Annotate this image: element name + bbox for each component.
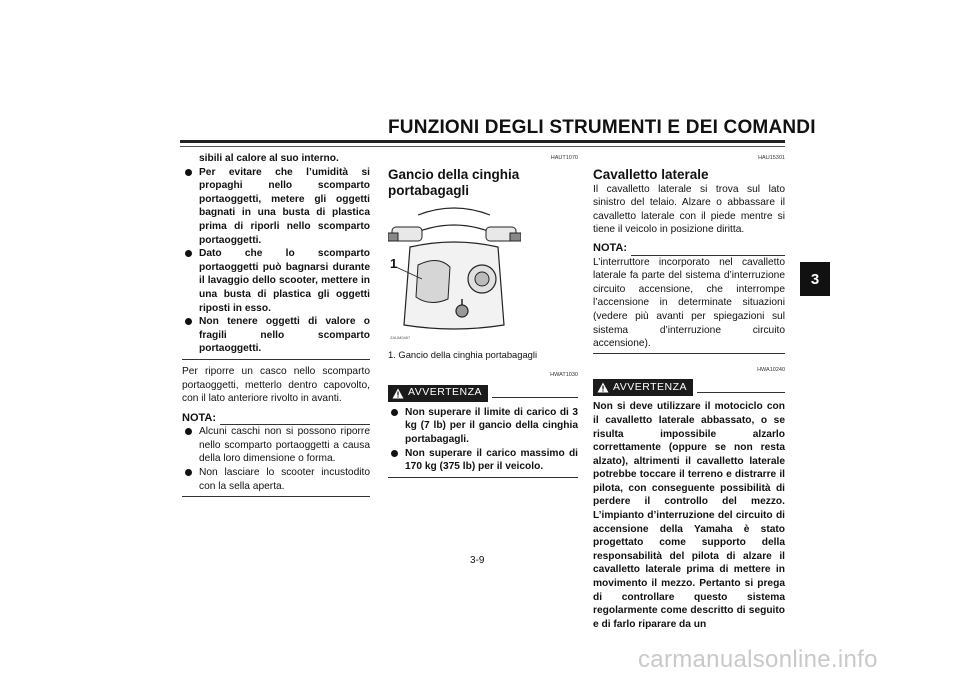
- nota-bullet: Non lasciare lo scooter incustodito con la sella aperta.: [182, 466, 370, 493]
- page-number: 3-9: [470, 555, 485, 566]
- header-rule: [180, 140, 785, 143]
- section-code: HAUT1070: [550, 155, 578, 161]
- paragraph: Il cavalletto laterale si trova sul lato sinistro del telaio. Alzare o abbassare il cavalletto laterale con il piede mentre si tiene il veicolo in posizione diritta.: [593, 183, 785, 236]
- warning-text: Non si deve utilizzare il motociclo con il cavalletto laterale abbassato, o se risulta impossibile alzarlo correttamente (oppure se non resta alzato), altrimenti il cavalletto laterale potrebbe toccare il terreno e distrarre il pilota, con conseguente possibilità di perdere il controllo del mezzo. L’impianto d’interruzione del circuito di accensione della Yamaha è stato progettato come supporto della responsabilità del pilota di alzare il cavalletto laterale prima di mettere in movimento il mezzo. Pertanto si prega di controllare questo sistema regolarmente come descritto di seguito e di farlo riparare da un: [593, 401, 785, 630]
- nota-heading: [593, 242, 785, 256]
- watermark-footer: carmanualsonline.info: [638, 646, 878, 673]
- warning-rule: [492, 388, 578, 398]
- warning-bullet: Non superare il carico massimo di 170 kg (375 lb) per il veicolo.: [388, 447, 578, 474]
- page-header-title: FUNZIONI DEGLI STRUMENTI E DEI COMANDI: [388, 117, 816, 138]
- nota-label: NOTA:: [182, 411, 217, 424]
- column-2: [388, 152, 578, 478]
- warning-label: AVVERTENZA: [408, 386, 483, 399]
- figure-code: ZAUM0467: [390, 334, 411, 340]
- nota-rule: [220, 415, 370, 425]
- warning-end-rule: [182, 359, 370, 360]
- paragraph: Per riporre un casco nello scomparto portaoggetti, metterlo dentro capovolto, con il lato anteriore rivolto in avanti.: [182, 365, 370, 405]
- warning-bullet: Dato che lo scomparto portaoggetti può bagnarsi durante il lavaggio dello scooter, mettere in una busta di plastica gli oggetti riposti in esso.: [182, 247, 370, 315]
- warning-code: HWAT1030: [550, 372, 578, 379]
- nota-end-rule: [182, 496, 370, 497]
- warning-bullet: Non superare il limite di carico di 3 kg (7 lb) per il gancio della cinghia portabagagli.: [388, 406, 578, 447]
- warning-header: [388, 385, 578, 402]
- scooter-handlebar-illustration: [388, 207, 521, 340]
- warning-triangle-icon: [392, 388, 404, 399]
- warning-label: AVVERTENZA: [613, 381, 688, 394]
- section-title: Cavalletto laterale: [593, 166, 709, 182]
- column-3: [593, 152, 785, 631]
- figure-callout: 1: [390, 255, 398, 271]
- warning-bullet: Non tenere oggetti di valore o fragili nello scomparto portaoggetti.: [182, 315, 370, 356]
- warning-continued: sibili al calore al suo interno.: [199, 153, 339, 164]
- chapter-tab: 3: [800, 262, 830, 296]
- nota-text: L’interruttore incorporato nel cavalletto laterale fa parte del sistema d’interruzione circuito accensione, che interrompe l’accensione in determinate situazioni (vedere più avanti per spiegazioni sul sistema d’interruzione circuito accensione).: [593, 256, 785, 350]
- warning-bullet: Per evitare che l’umidità si propaghi nello scomparto portaoggetti, metere gli oggetti bagnati in una busta di plastica prima di riporli nello scomparto portaoggetti.: [182, 166, 370, 248]
- section-title: Gancio della cinghia portabagagli: [388, 166, 520, 198]
- warning-code: HWA10240: [757, 366, 785, 373]
- warning-label-box: [593, 379, 693, 396]
- nota-end-rule: [593, 353, 785, 354]
- column-1: [182, 152, 370, 497]
- figure-caption: 1. Gancio della cinghia portabagagli: [388, 348, 538, 360]
- warning-header: [593, 379, 785, 396]
- warning-end-rule: [388, 477, 578, 478]
- warning-triangle-icon: [597, 382, 609, 393]
- nota-rule: [631, 246, 785, 256]
- figure: [388, 207, 521, 340]
- header-rule-thin: [180, 146, 785, 147]
- section-code: HAU15301: [758, 155, 785, 161]
- nota-heading: [182, 412, 370, 426]
- warning-label-box: [388, 385, 488, 402]
- nota-label: NOTA:: [593, 241, 628, 254]
- warning-rule: [697, 383, 785, 393]
- nota-bullet: Alcuni caschi non si possono riporre nello scomparto portaoggetti a causa della loro dimensione o forma.: [182, 425, 370, 466]
